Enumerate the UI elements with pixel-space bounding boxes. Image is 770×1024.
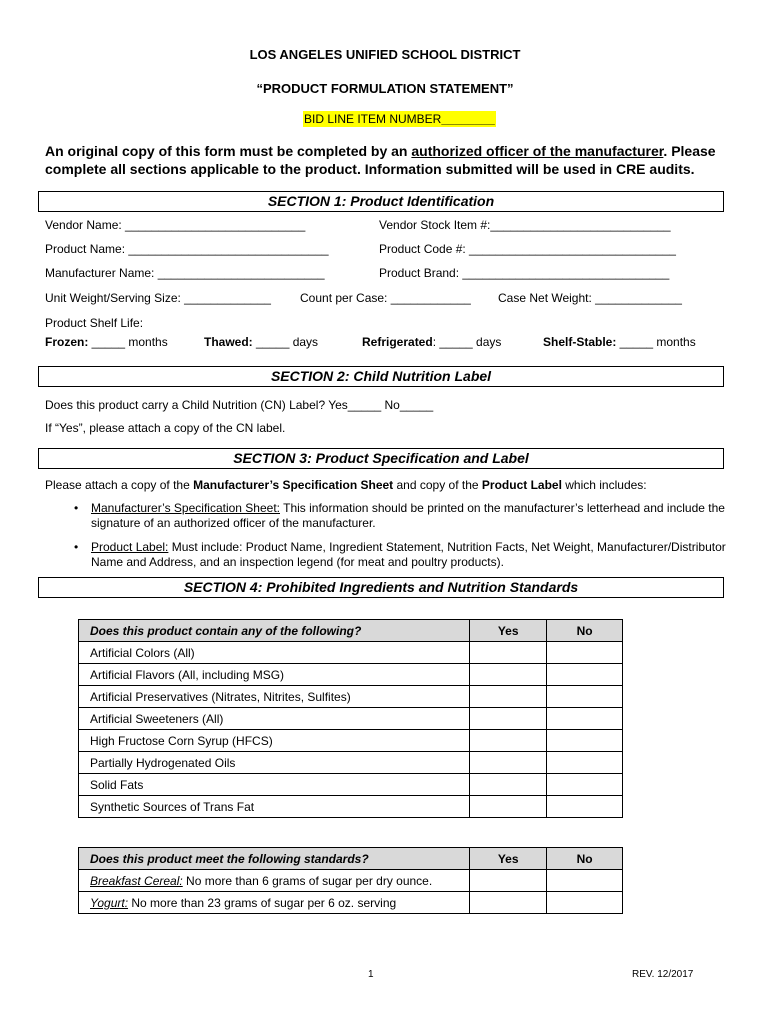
table-row	[79, 752, 623, 774]
yes-cell[interactable]	[470, 752, 547, 774]
ingredient-label: Synthetic Sources of Trans Fat	[79, 796, 470, 818]
refrigerated-label: Refrigerated	[362, 335, 433, 349]
table-row	[79, 774, 623, 796]
frozen-blank: _____ months	[88, 335, 168, 349]
no-cell[interactable]	[547, 708, 623, 730]
ingredient-label: Artificial Flavors (All, including MSG)	[79, 664, 470, 686]
thawed-label: Thawed:	[204, 335, 253, 349]
product-label-text: Must include: Product Name, Ingredient Statement, Nutrition Facts, Net Weight, Manufacturer/Distributor Name and Address, and an inspection legend (for meat and poultry products).	[91, 540, 726, 569]
no-cell[interactable]	[547, 730, 623, 752]
no-cell[interactable]	[547, 892, 623, 914]
refrigerated-blank: : _____ days	[432, 335, 502, 349]
manufacturer-name-field[interactable]: Manufacturer Name: _________________________	[45, 266, 325, 280]
intro-text: Please attach a copy of the	[45, 478, 194, 492]
yes-cell[interactable]	[470, 892, 547, 914]
ingredient-label: High Fructose Corn Syrup (HFCS)	[79, 730, 470, 752]
product-label-bullet	[91, 540, 731, 570]
bullet-icon: •	[74, 540, 79, 554]
yogurt-standard	[79, 892, 470, 914]
ingredient-label: Artificial Preservatives (Nitrates, Nitrites, Sulfites)	[79, 686, 470, 708]
shelf-stable-label: Shelf-Stable:	[543, 335, 617, 349]
yes-cell[interactable]	[470, 686, 547, 708]
cn-label-question[interactable]: Does this product carry a Child Nutrition (CN) Label? Yes_____ No_____	[45, 398, 434, 412]
no-cell[interactable]	[547, 796, 623, 818]
breakfast-cereal-label: Breakfast Cereal:	[90, 873, 183, 888]
table-row	[79, 686, 623, 708]
table-row	[79, 730, 623, 752]
ingredient-label: Partially Hydrogenated Oils	[79, 752, 470, 774]
notice-text-rest: . Please complete all sections applicable to the product. Information submitted will be used in CRE audits.	[45, 143, 716, 177]
table-row	[79, 642, 623, 664]
section3-header: SECTION 3: Product Specification and Label	[38, 448, 724, 469]
breakfast-cereal-text: No more than 6 grams of sugar per dry ounce.	[182, 873, 433, 888]
no-cell[interactable]	[547, 664, 623, 686]
shelf-stable-blank: _____ months	[616, 335, 696, 349]
district-title: LOS ANGELES UNIFIED SCHOOL DISTRICT	[249, 47, 521, 62]
refrigerated-field[interactable]	[362, 335, 501, 350]
shelf-stable-field[interactable]	[543, 335, 696, 350]
prohibited-question-header: Does this product contain any of the following?	[79, 620, 470, 642]
frozen-label: Frozen:	[45, 335, 89, 349]
vendor-stock-item-field[interactable]: Vendor Stock Item #:___________________________	[379, 218, 671, 232]
bid-blank: ________	[441, 112, 495, 126]
thawed-field[interactable]	[204, 335, 318, 350]
yes-cell[interactable]	[470, 642, 547, 664]
product-label-heading: Product Label:	[91, 540, 169, 554]
yes-cell[interactable]	[470, 730, 547, 752]
page-number: 1	[368, 969, 374, 980]
breakfast-cereal-standard	[79, 870, 470, 892]
no-cell[interactable]	[547, 642, 623, 664]
yes-cell[interactable]	[470, 664, 547, 686]
vendor-name-field[interactable]: Vendor Name: ___________________________	[45, 218, 306, 232]
case-net-weight-field[interactable]: Case Net Weight: _____________	[498, 291, 682, 305]
bullet-icon: •	[74, 501, 79, 515]
no-cell[interactable]	[547, 870, 623, 892]
ingredient-label: Artificial Colors (All)	[79, 642, 470, 664]
yes-column-header: Yes	[470, 620, 547, 642]
section3-intro	[45, 478, 647, 493]
ingredient-label: Solid Fats	[79, 774, 470, 796]
no-cell[interactable]	[547, 752, 623, 774]
yes-cell[interactable]	[470, 796, 547, 818]
unit-weight-field[interactable]: Unit Weight/Serving Size: _____________	[45, 291, 271, 305]
no-cell[interactable]	[547, 686, 623, 708]
instructions-notice	[45, 142, 735, 178]
revision-date: REV. 12/2017	[632, 969, 694, 980]
table-row	[79, 664, 623, 686]
thawed-blank: _____ days	[252, 335, 319, 349]
yes-cell[interactable]	[470, 774, 547, 796]
product-brand-field[interactable]: Product Brand: _______________________________	[379, 266, 670, 280]
section1-header: SECTION 1: Product Identification	[38, 191, 724, 212]
intro-spec-sheet: Manufacturer’s Specification Sheet	[193, 478, 394, 492]
table-row	[79, 892, 623, 914]
table-row	[79, 796, 623, 818]
bid-line-item[interactable]	[303, 111, 496, 127]
bid-label: BID LINE ITEM NUMBER	[304, 112, 442, 126]
no-column-header: No	[547, 848, 623, 870]
yes-column-header: Yes	[470, 848, 547, 870]
form-title: “PRODUCT FORMULATION STATEMENT”	[256, 81, 514, 96]
intro-text-2: and copy of the	[393, 478, 482, 492]
yes-cell[interactable]	[470, 708, 547, 730]
frozen-field[interactable]	[45, 335, 168, 350]
spec-sheet-text: This information should be printed on the manufacturer’s letterhead and include the signature of an authorized officer of the manufacturer.	[91, 501, 725, 530]
product-code-field[interactable]: Product Code #: _______________________________	[379, 242, 676, 256]
intro-text-3: which includes:	[561, 478, 647, 492]
section2-header: SECTION 2: Child Nutrition Label	[38, 366, 724, 387]
standards-question-header: Does this product meet the following standards?	[79, 848, 470, 870]
table-header-row	[79, 848, 623, 870]
table-row	[79, 708, 623, 730]
notice-emphasis: authorized officer of the manufacturer	[411, 143, 664, 159]
prohibited-ingredients-table	[78, 619, 623, 818]
spec-sheet-heading: Manufacturer’s Specification Sheet:	[91, 501, 280, 515]
cn-label-attach-note: If “Yes”, please attach a copy of the CN label.	[45, 421, 286, 435]
count-per-case-field[interactable]: Count per Case: ____________	[300, 291, 471, 305]
no-cell[interactable]	[547, 774, 623, 796]
nutrition-standards-table	[78, 847, 623, 914]
table-header-row	[79, 620, 623, 642]
yogurt-text: No more than 23 grams of sugar per 6 oz. serving	[128, 895, 397, 910]
ingredient-label: Artificial Sweeteners (All)	[79, 708, 470, 730]
product-name-field[interactable]: Product Name: ______________________________	[45, 242, 329, 256]
section4-header: SECTION 4: Prohibited Ingredients and Nutrition Standards	[38, 577, 724, 598]
shelf-life-label: Product Shelf Life:	[45, 316, 144, 330]
intro-product-label: Product Label	[481, 478, 562, 492]
table-row	[79, 870, 623, 892]
spec-sheet-bullet	[91, 501, 731, 531]
notice-text: An original copy of this form must be completed by an	[45, 143, 412, 159]
yogurt-label: Yogurt:	[90, 895, 129, 910]
no-column-header: No	[547, 620, 623, 642]
yes-cell[interactable]	[470, 870, 547, 892]
